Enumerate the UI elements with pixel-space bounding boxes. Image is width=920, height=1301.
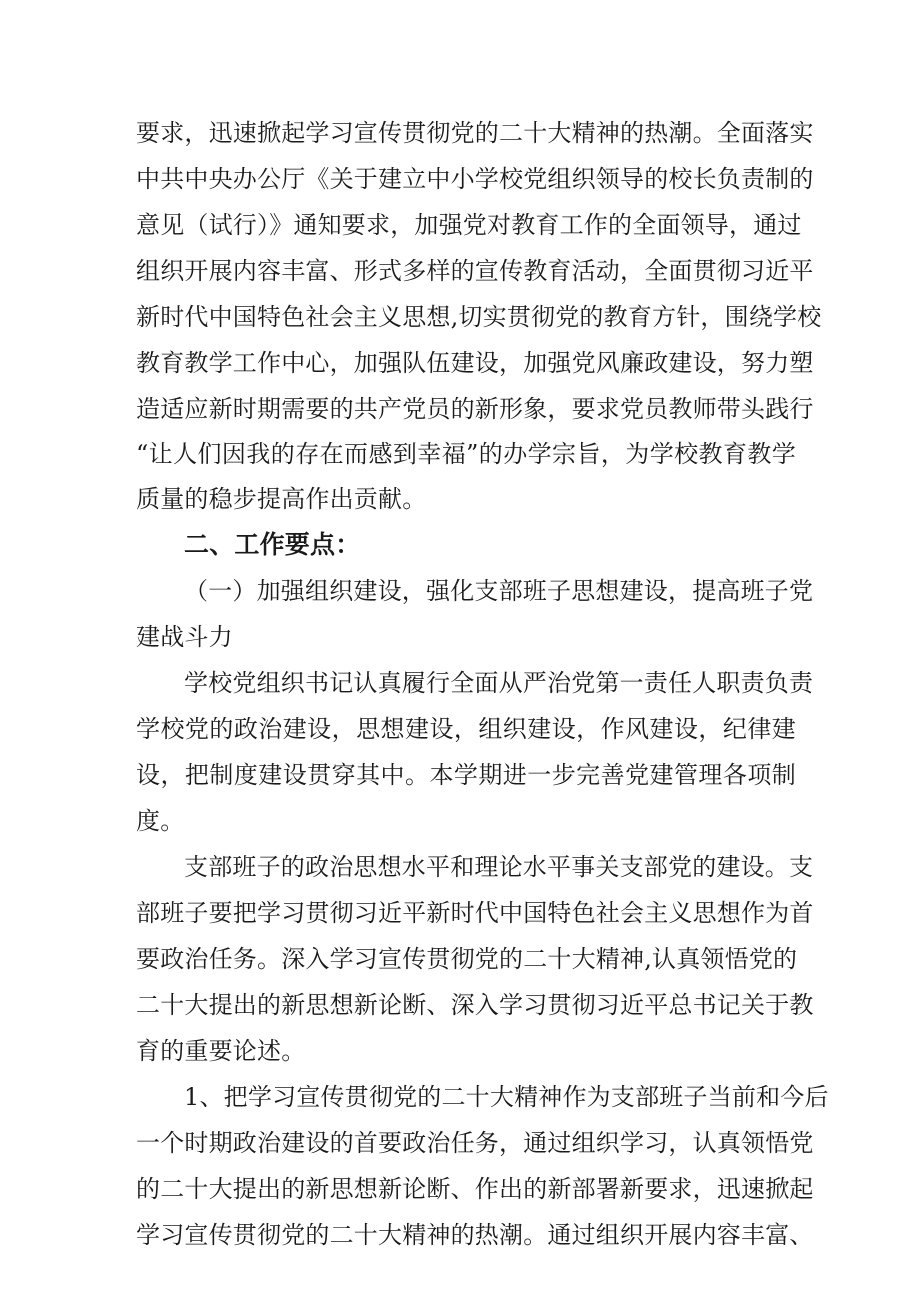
subsection-heading: 建战斗力 [136, 623, 233, 651]
paragraph-line: 学校党的政治建设，思想建设，组织建设，作风建设，纪律建 [136, 715, 796, 743]
paragraph-line: 意见（试行）》通知要求，加强党对教育工作的全面领导，通过 [136, 211, 802, 239]
list-item-line: 的二十大提出的新思想新论断、作出的新部署新要求，迅速掀起 [136, 1175, 814, 1203]
list-item-line: 学习宣传贯彻党的二十大精神的热潮。通过组织开展内容丰富、 [136, 1221, 814, 1249]
section-heading: 二、工作要点： [184, 530, 361, 559]
paragraph-line: 部班子要把学习贯彻习近平新时代中国特色社会主义思想作为首 [136, 899, 814, 927]
paragraph-line: 支部班子的政治思想水平和理论水平事关支部党的建设。支 [184, 853, 814, 881]
subsection-heading: （一）加强组织建设，强化支部班子思想建设，提高班子党 [184, 577, 814, 605]
paragraph-line: “让人们因我的存在而感到幸福”的办学宗旨，为学校教育教学 [136, 440, 796, 468]
paragraph-line: 要政治任务。深入学习宣传贯彻党的二十大精神,认真领悟党的 [136, 945, 798, 973]
paragraph-line: 度。 [136, 807, 185, 835]
list-item-line: 一个时期政治建设的首要政治任务，通过组织学习，认真领悟党 [136, 1129, 814, 1157]
list-item-line: 1、把学习宣传贯彻党的二十大精神作为支部班子当前和今后 [184, 1083, 829, 1111]
paragraph-line: 育的重要论述。 [136, 1037, 306, 1065]
paragraph-line: 教育教学工作中心，加强队伍建设，加强党风廉政建设，努力塑 [136, 349, 814, 377]
paragraph-line: 中共中央办公厅《关于建立中小学校党组织领导的校长负责制的 [136, 165, 814, 193]
paragraph-line: 组织开展内容丰富、形式多样的宣传教育活动，全面贯彻习近平 [136, 257, 814, 285]
paragraph-line: 要求，迅速掀起学习宣传贯彻党的二十大精神的热潮。全面落实 [136, 119, 814, 147]
paragraph-line: 二十大提出的新思想新论断、深入学习贯彻习近平总书记关于教 [136, 991, 814, 1019]
paragraph-line: 造适应新时期需要的共产党员的新形象，要求党员教师带头践行 [136, 395, 814, 423]
paragraph-line: 新时代中国特色社会主义思想,切实贯彻党的教育方针，围绕学校 [136, 303, 822, 331]
paragraph-line: 质量的稳步提高作出贡献。 [136, 485, 427, 513]
paragraph-line: 设，把制度建设贯穿其中。本学期进一步完善党建管理各项制 [136, 761, 796, 789]
paragraph-line: 学校党组织书记认真履行全面从严治党第一责任人职责负责 [184, 669, 814, 697]
